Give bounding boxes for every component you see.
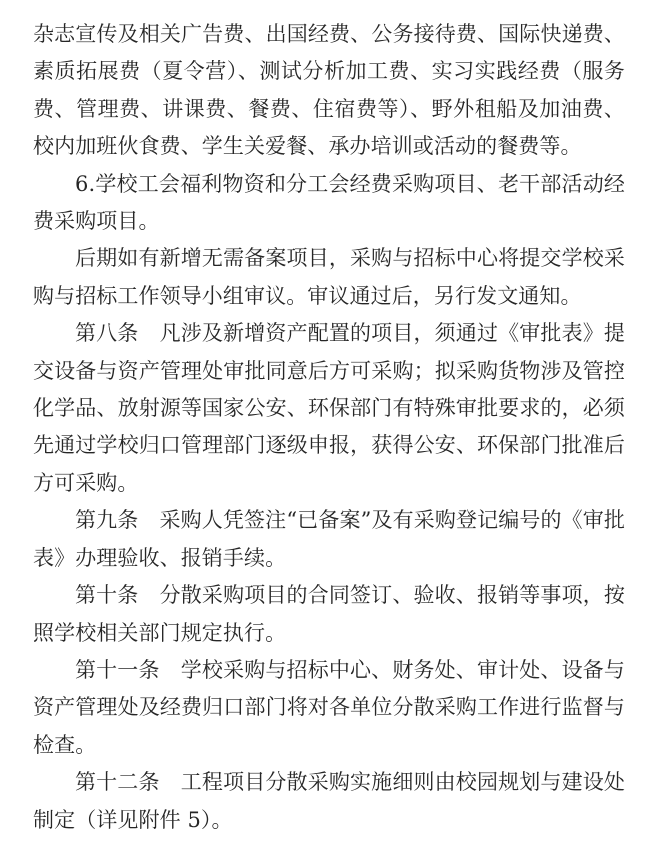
paragraph-article-12: 第十二条 工程项目分散采购实施细则由校园规划与建设处制定（详见附件 5）。 — [33, 770, 625, 832]
paragraph-article-8: 第八条 凡涉及新增资产配置的项目，须通过《审批表》提交设备与资产管理处审批同意后方可采购；拟采购货物涉及管控化学品、放射源等国家公安、环保部门有特殊审批要求的，必须先通过学校归口管理部门逐级申报，获得公安、环保部门批准后方可采购。 — [33, 321, 625, 495]
paragraph-article-11: 第十一条 学校采购与招标中心、财务处、审计处、设备与资产管理处及经费归口部门将对各单位分散采购工作进行监督与检查。 — [33, 657, 625, 757]
paragraph-later-additions: 后期如有新增无需备案项目，采购与招标中心将提交学校采购与招标工作领导小组审议。审议通过后，另行发文通知。 — [33, 246, 625, 308]
paragraph-item-6: 6.学校工会福利物资和分工会经费采购项目、老干部活动经费采购项目。 — [33, 171, 625, 234]
paragraph-article-10: 第十条 分散采购项目的合同签订、验收、报销等事项，按照学校相关部门规定执行。 — [33, 583, 625, 645]
paragraph-fee-list-continuation: 杂志宣传及相关广告费、出国经费、公务接待费、国际快递费、素质拓展费（夏令营）、测试分析加工费、实习实践经费（服务费、管理费、讲课费、餐费、住宿费等）、野外租船及加油费、校内加班伙食费、学生关爱餐、承办培训或活动的餐费等。 — [33, 22, 625, 159]
paragraph-article-9: 第九条 采购人凭签注“已备案”及有采购登记编号的《审批表》办理验收、报销手续。 — [33, 508, 625, 570]
